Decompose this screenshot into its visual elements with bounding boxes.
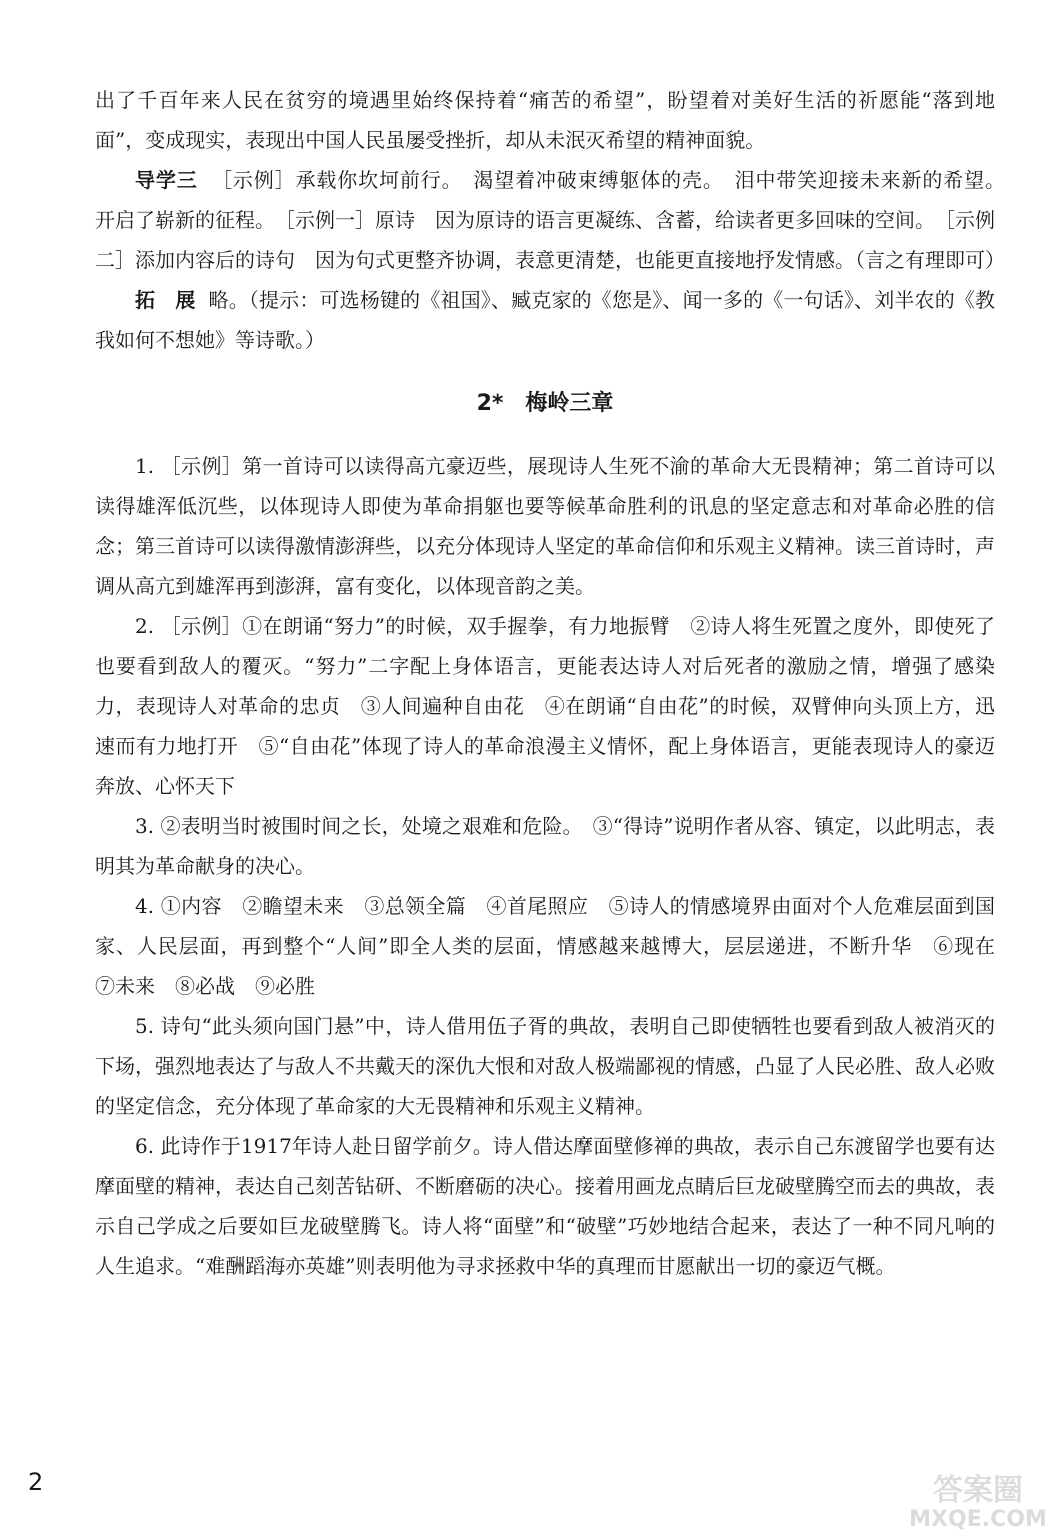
tuozhan-paragraph [95, 280, 995, 360]
answer-3: 3. ②表明当时被围时间之长，处境之艰难和危险。 ③“得诗”说明作者从容、镇定，以此明志，表明其为革命献身的决心。 [95, 814, 995, 878]
answer-4: 4. ①内容 ②瞻望未来 ③总领全篇 ④首尾照应 ⑤诗人的情感境界由面对个人危难层面到国家、人民层面，再到整个“人间”即全人类的层面，情感越来越博大，层层递进，不断升华 ⑥现在 ⑦未来 ⑧必战 ⑨必胜 [95, 894, 1015, 998]
page-body [95, 80, 1016, 1286]
daoxue-text: ［示例］承载你坎坷前行。 渴望着冲破束缚躯体的壳。 泪中带笑迎接未来新的希望。 开启了崭新的征程。 ［示例一］原诗 因为原诗的语言更凝练、含蓄，给读者更多回味的空间。 ［示例二］添加内容后的诗句 因为句式更整齐协调，表意更清楚，也能更直接地抒发情感。（言之有理即可） [95, 168, 1016, 272]
answer-5: 5. 诗句“此头须向国门悬”中，诗人借用伍子胥的典故，表明自己即使牺牲也要看到敌人被消灭的下场，强烈地表达了与敌人不共戴天的深仇大恨和对敌人极端鄙视的情感，凸显了人民必胜、敌人必败的坚定信念，充分体现了革命家的大无畏精神和乐观主义精神。 [95, 1014, 995, 1118]
watermark-logo [903, 1466, 1053, 1530]
daoxue-paragraph [95, 160, 1016, 280]
watermark-title: 答案圈 [933, 1473, 1023, 1508]
daoxue-label: 导学三 [135, 168, 198, 192]
tuozhan-label: 拓 展 [135, 288, 196, 312]
answer-6: 6. 此诗作于1917年诗人赴日留学前夕。诗人借达摩面壁修禅的典故，表示自己东渡留学也要有达摩面壁的精神，表达自己刻苦钻研、不断磨砺的决心。接着用画龙点睛后巨龙破壁腾空而去的典故，表示自己学成之后要如巨龙破壁腾飞。诗人将“面壁”和“破壁”巧妙地结合起来，表达了一种不同凡响的人生追求。“难酬蹈海亦英雄”则表明他为寻求拯救中华的真理而甘愿献出一切的豪迈气概。 [95, 1134, 995, 1278]
section-title: 2* 梅岭三章 [476, 391, 614, 416]
page-number: 2 [28, 1468, 44, 1496]
intro-paragraph: 出了千百年来人民在贫穷的境遇里始终保持着“痛苦的希望”，盼望着对美好生活的祈愿能“落到地面”，变成现实，表现出中国人民虽屡受挫折，却从未泯灭希望的精神面貌。 [95, 88, 995, 152]
watermark-url: MXQE.COM [909, 1507, 1047, 1530]
answer-1: 1. ［示例］第一首诗可以读得高亢豪迈些，展现诗人生死不渝的革命大无畏精神；第二首诗可以读得雄浑低沉些，以体现诗人即使为革命捐躯也要等候革命胜利的讯息的坚定意志和对革命必胜的信念；第三首诗可以读得激情澎湃些，以充分体现诗人坚定的革命信仰和乐观主义精神。读三首诗时，声调从高亢到雄浑再到澎湃，富有变化，以体现音韵之美。 [95, 454, 995, 598]
answer-2: 2. ［示例］①在朗诵“努力”的时候，双手握拳，有力地振臂 ②诗人将生死置之度外，即使死了也要看到敌人的覆灭。“努力”二字配上身体语言，更能表达诗人对后死者的激励之情，增强了感染力，表现诗人对革命的忠贞 ③人间遍种自由花 ④在朗诵“自由花”的时候，双臂伸向头顶上方，迅速而有力地打开 ⑤“自由花”体现了诗人的革命浪漫主义情怀，配上身体语言，更能表现诗人的豪迈奔放、心怀天下 [95, 614, 995, 798]
tuozhan-text: 略。（提示：可选杨键的《祖国》、臧克家的《您是》、闻一多的《一句话》、刘半农的《教我如何不想她》等诗歌。） [95, 288, 996, 352]
